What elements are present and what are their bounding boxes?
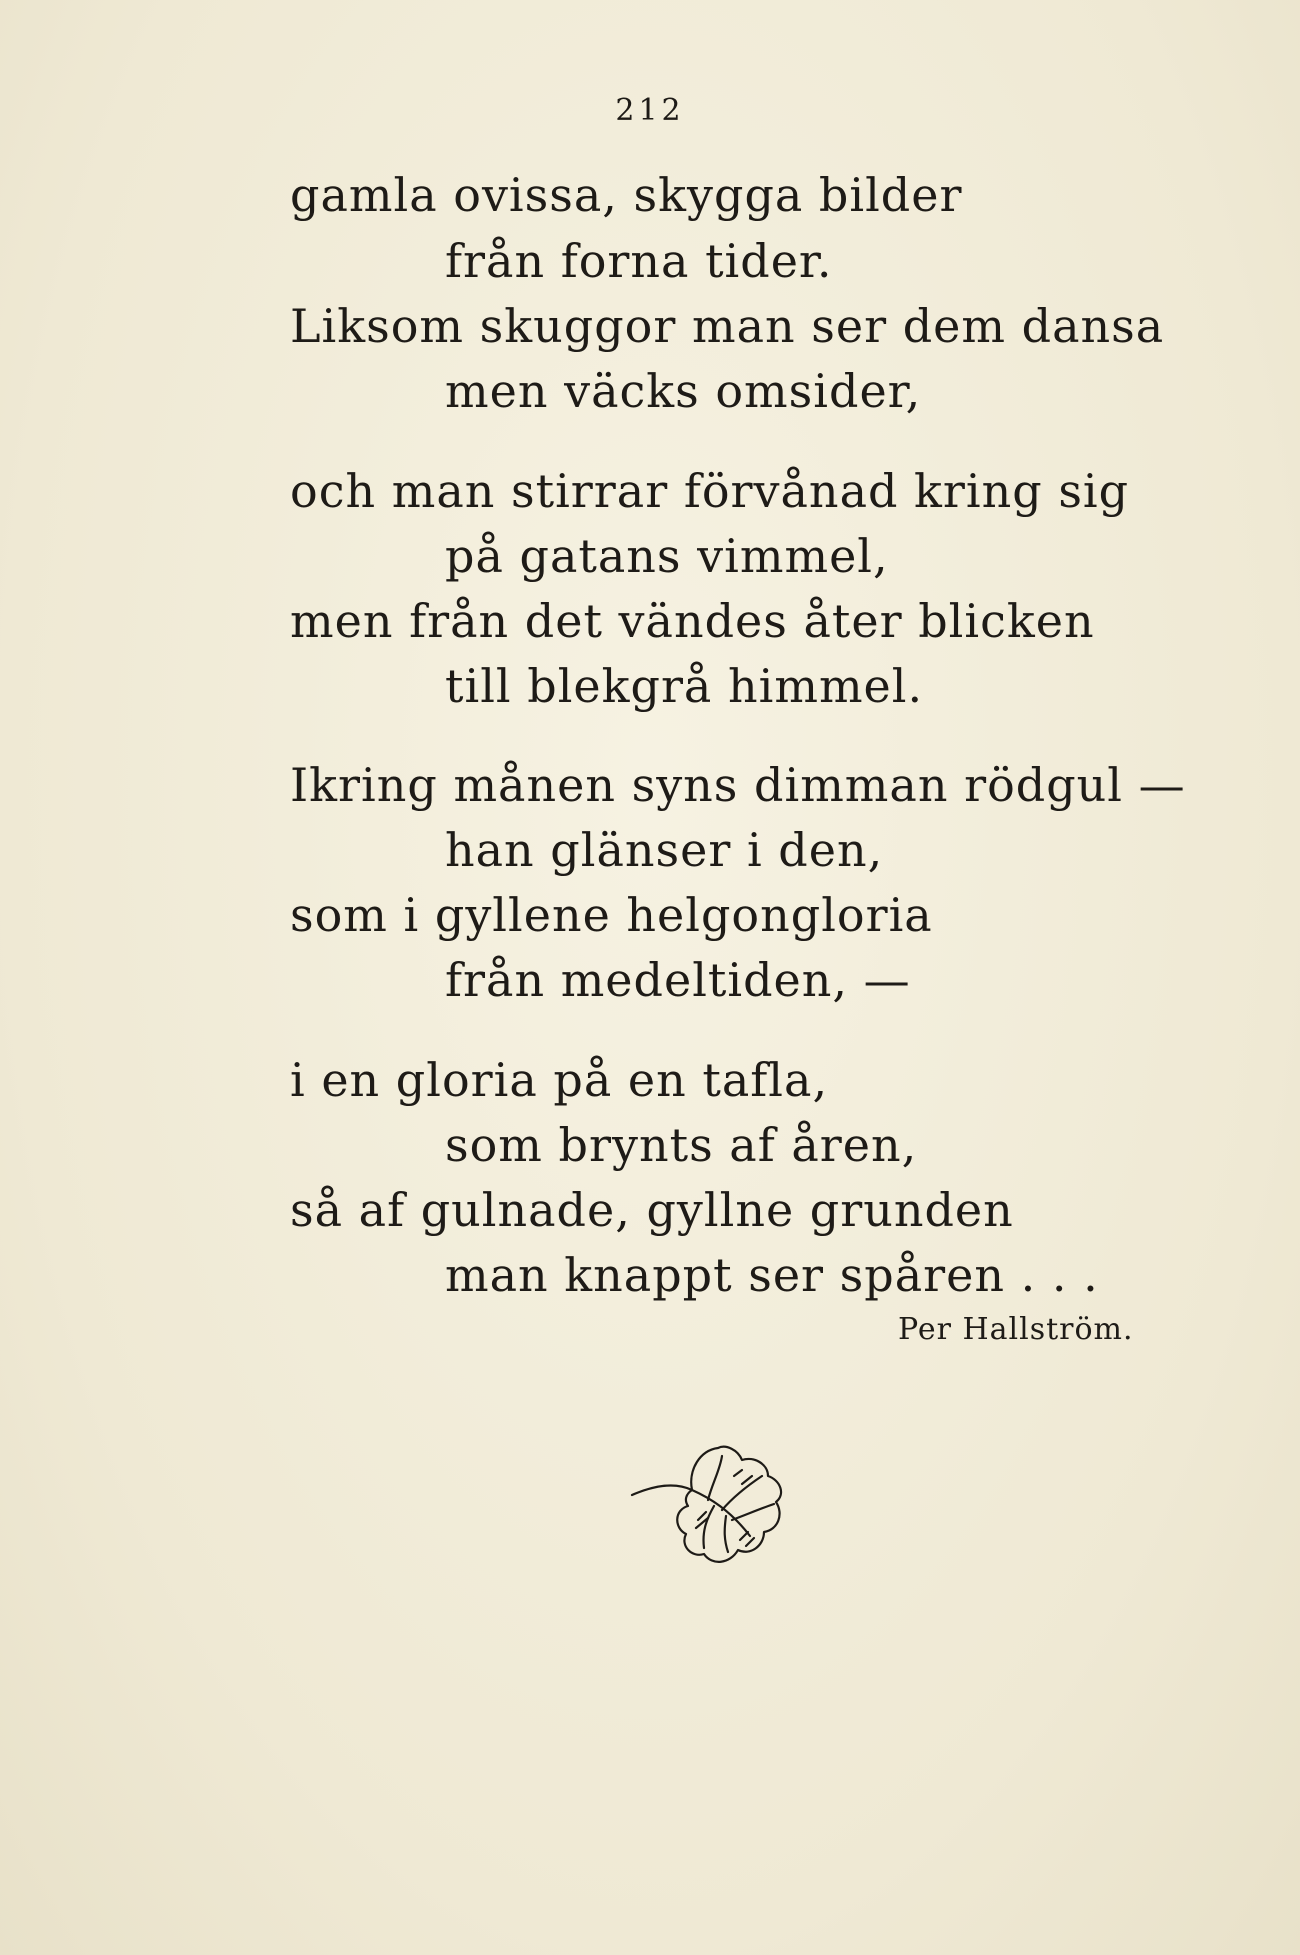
poem-line: så af gulnade, gyllne grunden <box>290 1183 1014 1237</box>
poem-line: till blekgrå himmel. <box>445 659 924 713</box>
poem-line: från medeltiden, — <box>445 953 911 1007</box>
poem-line: på gatans vimmel, <box>445 529 889 583</box>
poem-line: från forna tider. <box>445 234 833 288</box>
poem-line: Liksom skuggor man ser dem dansa <box>290 299 1165 353</box>
poem-line: han glänser i den, <box>445 823 884 877</box>
poem-line: och man stirrar förvånad kring sig <box>290 464 1130 518</box>
page-number: 212 <box>615 93 685 128</box>
poem-line: man knappt ser spåren . . . <box>445 1248 1099 1302</box>
poem-line: som i gyllene helgongloria <box>290 888 933 942</box>
author-signature: Per Hallström. <box>898 1312 1134 1347</box>
poem-line: i en gloria på en tafla, <box>290 1053 829 1107</box>
poem-line: men väcks omsider, <box>445 364 922 418</box>
poem-line: Ikring månen syns dimman rödgul — <box>290 758 1186 812</box>
poem-line: gamla ovissa, skygga bilder <box>290 168 963 222</box>
poem-line: men från det vändes åter blicken <box>290 594 1095 648</box>
poem-line: som brynts af åren, <box>445 1118 918 1172</box>
leaf-ornament-icon <box>630 1440 790 1570</box>
